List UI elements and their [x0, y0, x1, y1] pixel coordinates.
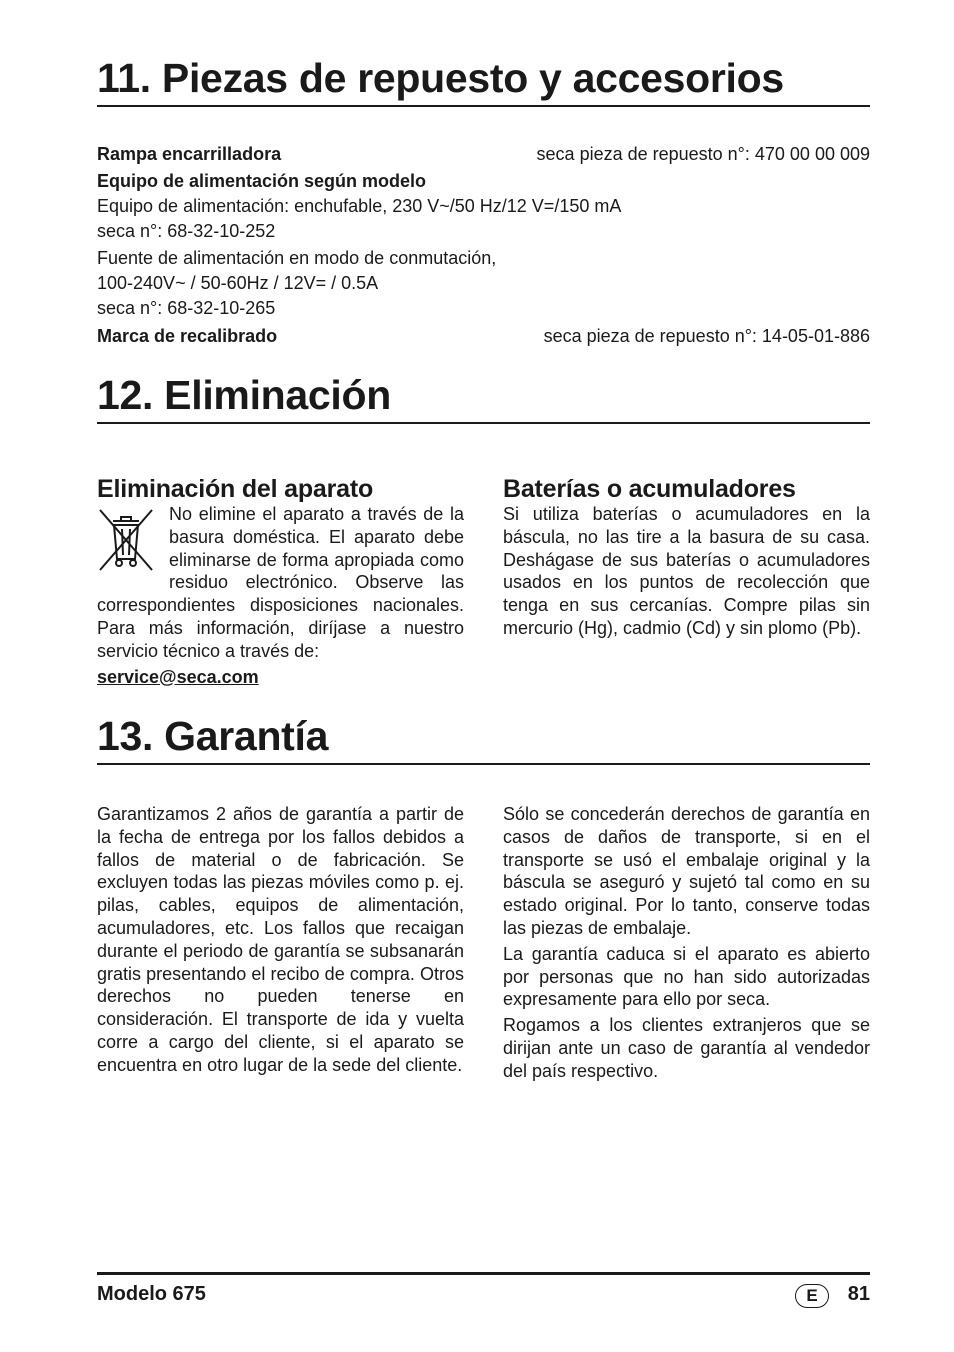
crossed-out-wheelie-bin-icon — [97, 507, 155, 573]
disposal-device-column — [97, 475, 464, 688]
language-badge: E — [795, 1284, 829, 1308]
spare-part-label: Marca de recalibrado — [97, 326, 278, 346]
section-11-title: 11. Piezas de repuesto y accesorios — [97, 55, 870, 107]
spare-part-label: Rampa encarrilladora — [97, 144, 282, 164]
batteries-text: Si utiliza baterías o acumuladores en la báscula, no las tire a la basura de su casa. Deshágase de sus baterías o acumuladores usados en los puntos de recolección que tenga en sus cercanías. Compre pilas sin mercurio (Hg), cadmio (Cd) y sin plomo (Pb). — [503, 504, 870, 638]
section-13-title: 13. Garantía — [97, 713, 870, 765]
spare-part-label: Equipo de alimentación según modelo — [97, 171, 427, 191]
warranty-text: Garantizamos 2 años de garantía a partir de la fecha de entrega por los fallos debidos a fallos de material o de fabricación. Se excluyen todas las piezas móviles como p. ej. pilas, cables, equipos de alimentación, acumuladores, etc. Los fallos que recaigan durante el periodo de garantía se subsanarán gratis presentando el recibo de compra. Otros derechos no pueden tenerse en consideración. El transporte de ida y vuelta corre a cargo del cliente, si el aparato se encuentra en otro lugar de la sede del cliente. — [97, 804, 464, 1075]
spec-line: seca n°: 68-32-10-265 — [97, 298, 276, 318]
spec-line: Fuente de alimentación en modo de conmutación, — [97, 248, 497, 268]
spec-line: Equipo de alimentación: enchufable, 230 V~/50 Hz/12 V=/150 mA — [97, 196, 622, 216]
page-footer — [97, 1272, 870, 1305]
spec-line: seca n°: 68-32-10-252 — [97, 221, 276, 241]
spare-part-ref: seca pieza de repuesto n°: 470 00 00 009 — [536, 144, 870, 164]
disposal-device-text: No elimine el aparato a través de la basura doméstica. El aparato debe eliminarse de forma apropiada como residuo electrónico. Observe las correspondientes disposiciones nacionales. Para más información, diríjase a nuestro servicio técnico a través de: — [97, 504, 464, 661]
spec-line: 100-240V~ / 50-60Hz / 12V= / 0.5A — [97, 273, 379, 293]
warranty-paragraph: Sólo se concederán derechos de garantía en casos de daños de transporte, si en el transporte se usó el embalaje original y la báscula se aseguró y sujetó tal como en su estado original. Por lo tanto, conserve todas las piezas de embalaje. — [503, 804, 870, 938]
warranty-right-column — [503, 803, 870, 1083]
model-name: Modelo 675 — [97, 1283, 206, 1305]
disposal-device-heading: Eliminación del aparato — [97, 475, 374, 503]
batteries-column — [503, 475, 870, 640]
service-email-link[interactable]: service@seca.com — [97, 666, 259, 687]
disposal-device-body — [97, 503, 464, 688]
page-number: 81 — [847, 1283, 870, 1305]
warranty-paragraph: Rogamos a los clientes extranjeros que se dirijan ante un caso de garantía al vendedor del país respectivo. — [503, 1015, 870, 1081]
batteries-heading: Baterías o acumuladores — [503, 475, 796, 503]
warranty-left-column — [97, 803, 464, 1077]
warranty-paragraph: La garantía caduca si el aparato es abierto por personas que no han sido autorizadas expresamente para ello por seca. — [503, 943, 870, 1010]
spare-part-ref: seca pieza de repuesto n°: 14-05-01-886 — [543, 326, 870, 346]
section-12-title: 12. Eliminación — [97, 372, 870, 424]
